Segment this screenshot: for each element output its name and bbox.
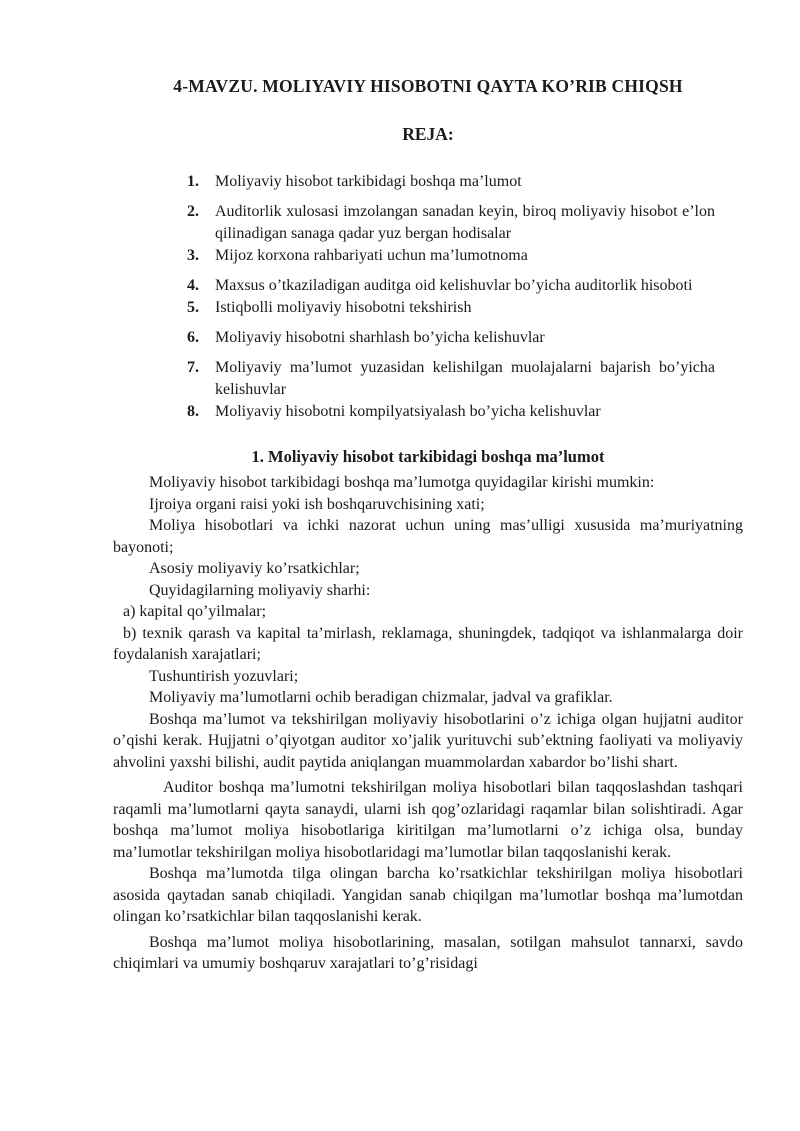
plan-item-8-number: 8. bbox=[187, 403, 199, 420]
plan-item-2-text: Auditorlik xulosasi imzolangan sanadan keyin, biroq moliyaviy hisobot e’lon qilinadigan sanaga qadar yuz bergan hodisalar bbox=[215, 203, 715, 242]
plan-item-3-number: 3. bbox=[187, 247, 199, 264]
plan-item-7-number: 7. bbox=[187, 359, 199, 376]
paragraph-letter: Ijroiya organi raisi yoki ish boshqaruvchisining xati; bbox=[149, 495, 485, 513]
plan-item-4-text: Maxsus o’tkaziladigan auditga oid kelishuvlar bo’yicha auditorlik hisoboti bbox=[215, 277, 693, 294]
plan-item-2-number: 2. bbox=[187, 203, 199, 220]
paragraph-notes: Tushuntirish yozuvlari; bbox=[149, 667, 299, 685]
plan-item-1 bbox=[113, 171, 715, 193]
plan-item-1-text: Moliyaviy hisobot tarkibidagi boshqa ma’lumot bbox=[215, 173, 522, 190]
plan-list bbox=[113, 171, 715, 423]
plan-item-2 bbox=[113, 201, 715, 245]
paragraph-intro: Moliyaviy hisobot tarkibidagi boshqa ma’lumotga quyidagilar kirishi mumkin: bbox=[149, 474, 655, 491]
paragraph-recalculation: Boshqa ma’lumotda tilga olingan barcha ko’rsatkichlar tekshirilgan moliya hisobotlari asosida qaytadan sanab chiqiladi. Yangidan sanab chiqilgan ma’lumotlar boshqa ma’lumotdan olingan ko’rsatkichlar bilan taqqoslanishi kerak. bbox=[113, 865, 743, 925]
plan-item-1-number: 1. bbox=[187, 173, 199, 190]
plan-item-5 bbox=[113, 297, 715, 319]
paragraph-item-a: a) kapital qo’yilmalar; bbox=[123, 603, 267, 620]
paragraph-indicators: Asosiy moliyaviy ko’rsatkichlar; bbox=[149, 560, 360, 577]
document-title: 4-MAVZU. MOLIYAVIY HISOBOTNI QAYTA KO’RIB CHIQSH bbox=[173, 76, 683, 96]
plan-item-5-number: 5. bbox=[187, 299, 199, 316]
plan-item-4 bbox=[113, 275, 715, 297]
plan-item-3-text: Mijoz korxona rahbariyati uchun ma’lumotnoma bbox=[215, 247, 528, 264]
plan-item-7-text: Moliyaviy ma’lumot yuzasidan kelishilgan muolajalarni bajarish bo’yicha kelishuvlar bbox=[215, 359, 715, 398]
plan-item-7 bbox=[113, 357, 715, 401]
plan-item-6-text: Moliyaviy hisobotni sharhlash bo’yicha kelishuvlar bbox=[215, 329, 545, 346]
section-heading: 1. Moliyaviy hisobot tarkibidagi boshqa ma’lumot bbox=[251, 447, 605, 466]
paragraph-charts: Moliyaviy ma’lumotlarni ochib beradigan chizmalar, jadval va grafiklar. bbox=[149, 689, 613, 706]
plan-item-3 bbox=[113, 245, 715, 267]
paragraph-auditor-compare: Auditor boshqa ma’lumotni tekshirilgan moliya hisobotlari bilan taqqoslashdan tashqari raqamli ma’lumotlarni qayta sanaydi, ularni ish qog’ozlaridagi raqamlar bilan solishtiradi. Agar boshqa ma’lumot moliya hisobotlariga kiritilgan ma’lumotlarni o’z ichiga olsa, bunday ma’lumotlar tekshirilgan moliya hisobotlaridagi ma’lumotlar bilan taqqoslanishi kerak. bbox=[113, 779, 743, 861]
paragraph-review-intro: Quyidagilarning moliyaviy sharhi: bbox=[149, 581, 371, 599]
paragraph-item-b: b) texnik qarash va kapital ta’mirlash, reklamaga, shuningdek, tadqiqot va ishlanmalarga doir foydalanish xarajatlari; bbox=[113, 624, 743, 663]
plan-item-4-number: 4. bbox=[187, 277, 199, 294]
plan-item-6 bbox=[113, 327, 715, 349]
plan-item-8 bbox=[113, 401, 715, 423]
plan-item-8-text: Moliyaviy hisobotni kompilyatsiyalash bo’yicha kelishuvlar bbox=[215, 403, 601, 420]
paragraph-auditor-read: Boshqa ma’lumot va tekshirilgan moliyaviy hisobotlarini o’z ichiga olgan hujjatni auditor o’qishi kerak. Hujjatni o’qiyotgan auditor xo’jalik yurituvchi sub’ektning faoliyati va moliyaviy ahvolini yaxshi bilishi, audit paytida aniqlangan muammolardan xabardor bo’lishi shart. bbox=[113, 710, 743, 771]
plan-item-5-text: Istiqbolli moliyaviy hisobotni tekshirish bbox=[215, 299, 472, 316]
plan-item-6-number: 6. bbox=[187, 329, 199, 346]
paragraph-statement: Moliya hisobotlari va ichki nazorat uchun uning mas’ulligi xususida ma’muriyatning bayonoti; bbox=[113, 517, 743, 556]
plan-heading: REJA: bbox=[402, 124, 454, 144]
section-body bbox=[113, 472, 743, 975]
paragraph-cost-info: Boshqa ma’lumot moliya hisobotlarining, masalan, sotilgan mahsulot tannarxi, savdo chiqimlari va umumiy boshqaruv xarajatlari to’g’risidagi bbox=[113, 933, 743, 972]
